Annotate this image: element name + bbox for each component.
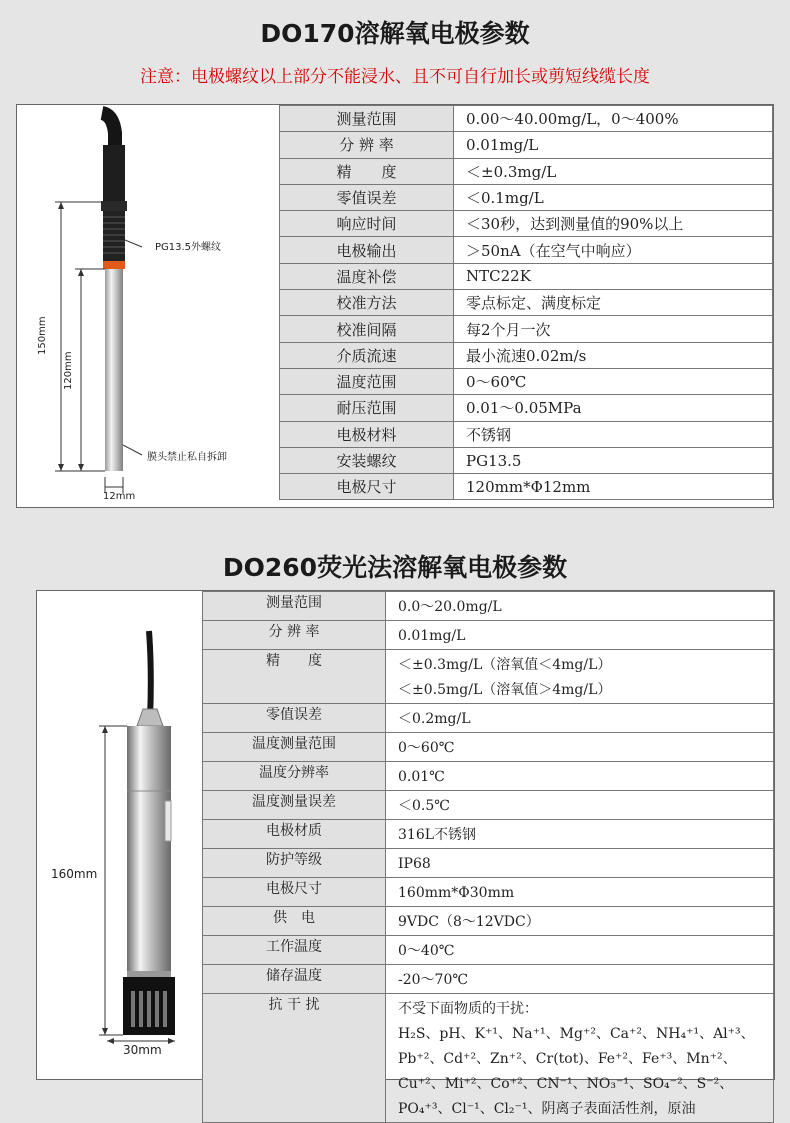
- spec-value-line: 160mm*Φ30mm: [398, 885, 515, 901]
- spec-row: [203, 907, 774, 936]
- spec-value: ＜±0.3mg/L: [454, 158, 773, 184]
- spec-label: 储存温度: [203, 965, 386, 994]
- section2-title: DO260荧光法溶解氧电极参数: [222, 553, 568, 582]
- spec-label: 电极输出: [280, 237, 454, 263]
- spec-value: [386, 650, 774, 704]
- spec-label: 耐压范围: [280, 395, 454, 421]
- spec-value: [386, 965, 774, 994]
- membrane-label: 膜头禁止私自拆卸: [147, 452, 227, 463]
- spec-value: [386, 704, 774, 733]
- spec-value: NTC22K: [454, 263, 773, 289]
- spec-row: [280, 237, 773, 263]
- spec-row: [280, 106, 773, 132]
- spec-label: 供 电: [203, 907, 386, 936]
- spec-row: [203, 965, 774, 994]
- spec-value-line: 0.01mg/L: [398, 628, 466, 644]
- spec-value: [386, 936, 774, 965]
- do260-probe-drawing: [37, 591, 202, 1079]
- spec-value: [386, 820, 774, 849]
- spec-value: [386, 762, 774, 791]
- spec-value: ＜0.1mg/L: [454, 184, 773, 210]
- spec-value-line: 0.01℃: [398, 769, 445, 785]
- do260-panel: [36, 590, 775, 1117]
- spec-value: [386, 994, 774, 1123]
- spec-value-line: 0～40℃: [398, 943, 455, 959]
- spec-value: 120mm*Φ12mm: [454, 474, 773, 500]
- spec-row: [203, 820, 774, 849]
- spec-label: 防护等级: [203, 849, 386, 878]
- spec-value-line: 0～60℃: [398, 740, 455, 756]
- spec-label: 零值误差: [280, 184, 454, 210]
- spec-row: [280, 342, 773, 368]
- spec-value-line: 0.0～20.0mg/L: [398, 599, 502, 615]
- spec-value: 0.01～0.05MPa: [454, 395, 773, 421]
- spec-row: [203, 791, 774, 820]
- spec-label: 测量范围: [203, 592, 386, 621]
- spec-value: ＜30秒，达到测量值的90%以上: [454, 211, 773, 237]
- do170-panel: [16, 104, 774, 508]
- spec-row: [203, 994, 774, 1123]
- spec-value: [386, 621, 774, 650]
- spec-row: [280, 474, 773, 500]
- height-160-label: 160mm: [51, 867, 98, 881]
- spec-row: [203, 621, 774, 650]
- height-120-label: 120mm: [63, 351, 74, 390]
- spec-value-line: H₂S、pH、K⁺¹、Na⁺¹、Mg⁺²、Ca⁺²、NH₄⁺¹、Al⁺³、: [398, 1026, 755, 1042]
- spec-value-line: Cu⁺²、Mi⁺²、Co⁺²、CN⁻¹、NO₃⁻¹、SO₄⁻²、S⁻²、: [398, 1076, 734, 1092]
- do170-spec-table: [279, 105, 773, 500]
- spec-label: 温度分辨率: [203, 762, 386, 791]
- spec-value-line: -20～70℃: [398, 972, 469, 988]
- spec-value: [386, 878, 774, 907]
- spec-value: 0.00～40.00mg/L，0～400%: [454, 106, 773, 132]
- spec-label: 抗 干 扰: [203, 994, 386, 1123]
- spec-row: [280, 395, 773, 421]
- spec-row: [280, 158, 773, 184]
- do170-probe-drawing: [17, 105, 279, 507]
- height-150-label: 150mm: [37, 316, 48, 355]
- spec-value: [386, 849, 774, 878]
- spec-value: 不锈钢: [454, 421, 773, 447]
- spec-value: [386, 592, 774, 621]
- spec-row: [203, 936, 774, 965]
- spec-label: 校准间隔: [280, 316, 454, 342]
- spec-value-line: PO₄⁺³、Cl⁻¹、Cl₂⁻¹、阴离子表面活性剂，原油: [398, 1101, 696, 1117]
- spec-label: 温度测量范围: [203, 733, 386, 762]
- spec-label: 介质流速: [280, 342, 454, 368]
- spec-row: [280, 132, 773, 158]
- spec-row: [203, 704, 774, 733]
- spec-row: [280, 447, 773, 473]
- spec-value: [386, 791, 774, 820]
- spec-value: 最小流速0.02m/s: [454, 342, 773, 368]
- spec-row: [203, 592, 774, 621]
- spec-label: 电极材质: [203, 820, 386, 849]
- spec-value-line: ＜±0.3mg/L（溶氧值＜4mg/L）: [398, 657, 612, 673]
- spec-label: 工作温度: [203, 936, 386, 965]
- spec-row: [203, 878, 774, 907]
- spec-row: [280, 211, 773, 237]
- spec-value-line: 316L不锈钢: [398, 827, 477, 843]
- spec-value-line: 9VDC（8～12VDC）: [398, 914, 540, 930]
- spec-row: [280, 368, 773, 394]
- spec-row: [280, 263, 773, 289]
- notice-text: 注意：电极螺纹以上部分不能浸水、且不可自行加长或剪短线缆长度: [140, 67, 650, 87]
- spec-label: 温度补偿: [280, 263, 454, 289]
- spec-value-line: 不受下面物质的干扰：: [398, 1001, 538, 1017]
- spec-row: [203, 849, 774, 878]
- spec-label: 电极材料: [280, 421, 454, 447]
- spec-label: 安装螺纹: [280, 447, 454, 473]
- spec-label: 精 度: [203, 650, 386, 704]
- section1-title: DO170溶解氧电极参数: [260, 19, 530, 48]
- spec-row: [280, 184, 773, 210]
- thread-label: PG13.5外螺纹: [155, 242, 222, 253]
- spec-value: 每2个月一次: [454, 316, 773, 342]
- spec-value-line: ＜0.2mg/L: [398, 711, 471, 727]
- spec-label: 温度测量误差: [203, 791, 386, 820]
- width-30-label: 30mm: [123, 1043, 162, 1057]
- spec-row: [280, 421, 773, 447]
- spec-value: ＞50nA（在空气中响应）: [454, 237, 773, 263]
- width-12-label: 12mm: [103, 491, 136, 502]
- spec-value: 0～60℃: [454, 368, 773, 394]
- spec-label: 分 辨 率: [203, 621, 386, 650]
- spec-label: 测量范围: [280, 106, 454, 132]
- spec-row: [203, 733, 774, 762]
- spec-label: 校准方法: [280, 290, 454, 316]
- spec-value: 零点标定、满度标定: [454, 290, 773, 316]
- spec-value: [386, 733, 774, 762]
- spec-label: 分 辨 率: [280, 132, 454, 158]
- spec-label: 电极尺寸: [203, 878, 386, 907]
- spec-value-line: ＜±0.5mg/L（溶氧值＞4mg/L）: [398, 682, 612, 698]
- do260-spec-table: [202, 591, 774, 1123]
- spec-label: 响应时间: [280, 211, 454, 237]
- spec-label: 温度范围: [280, 368, 454, 394]
- spec-value: PG13.5: [454, 447, 773, 473]
- spec-label: 精 度: [280, 158, 454, 184]
- spec-value: 0.01mg/L: [454, 132, 773, 158]
- spec-value: [386, 907, 774, 936]
- spec-row: [280, 290, 773, 316]
- spec-label: 零值误差: [203, 704, 386, 733]
- spec-row: [203, 762, 774, 791]
- spec-row: [203, 650, 774, 704]
- spec-value-line: IP68: [398, 856, 431, 872]
- spec-row: [280, 316, 773, 342]
- spec-label: 电极尺寸: [280, 474, 454, 500]
- spec-value-line: ＜0.5℃: [398, 798, 450, 814]
- spec-value-line: Pb⁺²、Cd⁺²、Zn⁺²、Cr(tot)、Fe⁺²、Fe⁺³、Mn⁺²、: [398, 1051, 737, 1067]
